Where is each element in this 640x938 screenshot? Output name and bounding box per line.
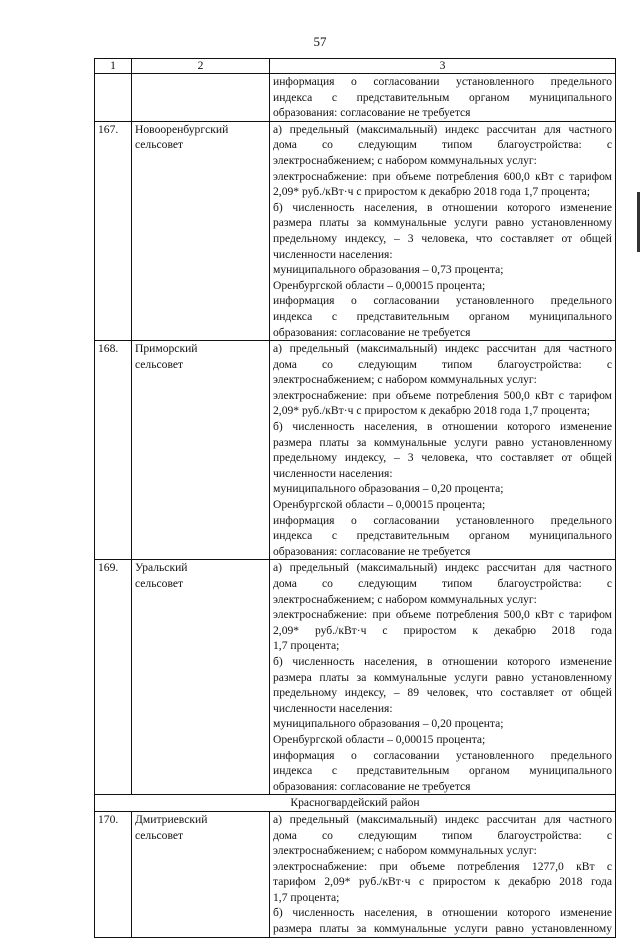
text-line: 1,7 процента; [273, 890, 340, 904]
name-line: Новооренбургский [135, 122, 229, 136]
text-line: электроснабжение: при объеме потребления 1277,0 кВт с [273, 859, 612, 873]
text-line: дома со следующим типом благоустройства: с [273, 577, 612, 590]
row-number: 169. [95, 560, 132, 795]
cont-num-cell [95, 74, 132, 122]
municipality-name [132, 341, 270, 560]
text-line: Оренбургской области – 0,00015 процента; [273, 498, 486, 512]
header-col-1: 1 [95, 59, 132, 74]
row-number: 170. [95, 811, 132, 937]
text-line: б) численность населения, в отношении которого изменение [273, 200, 612, 214]
text-line: численности населения: [273, 701, 393, 715]
municipality-name [132, 560, 270, 795]
text-line: муниципального образования – 0,20 процента; [273, 482, 504, 496]
text-line: Оренбургской области – 0,00015 процента; [273, 278, 486, 292]
continuation-row [95, 74, 616, 122]
description-cell [270, 811, 616, 937]
description-cell [270, 341, 616, 560]
table-row [95, 341, 616, 560]
name-line: сельсовет [135, 138, 184, 152]
text-line: муниципального образования – 0,20 процента; [273, 717, 504, 731]
text-line: электроснабжением; с набором коммунальных услуг: [273, 153, 537, 167]
text-line: численности населения: [273, 247, 393, 261]
text-line: б) численность населения, в отношении которого изменение [273, 906, 612, 920]
text-line: образования: согласование не требуется [273, 325, 471, 339]
name-line: сельсовет [135, 357, 184, 371]
page-number: 57 [313, 34, 327, 49]
text-line: 2,09* руб./кВт·ч с приростом к декабрю 2018 года 1,7 процента; [273, 404, 591, 418]
name-line: сельсовет [135, 828, 184, 842]
text-line: электроснабжением; с набором коммунальных услуг: [273, 592, 537, 606]
text-line: образования: согласование не требуется [273, 779, 471, 793]
cont-text-cell [270, 74, 616, 122]
text-line: размера платы за коммунальные услуги равно установленному [273, 670, 612, 684]
text-line: б) численность населения, в отношении которого изменение [273, 654, 612, 668]
text-line: численности населения: [273, 466, 393, 480]
text-line: дома со следующим типом благоустройства: с [273, 828, 612, 842]
text-line: а) предельный (максимальный) индекс рассчитан для частного [273, 561, 612, 575]
text-line: 2,09* руб./кВт·ч с приростом к декабрю 2018 года [273, 623, 612, 637]
table-row [95, 811, 616, 937]
text-line: информация о согласовании установленного предельного [273, 513, 612, 527]
text-line: информация о согласовании установленного предельного [273, 75, 612, 88]
region-row [95, 795, 616, 812]
text-line: индекса с представительным органом муниципального [273, 529, 612, 543]
text-line: 1,7 процента; [273, 639, 340, 653]
cont-name-cell [132, 74, 270, 122]
text-line: электроснабжение: при объеме потребления 600,0 кВт с тарифом [273, 169, 612, 183]
name-line: сельсовет [135, 577, 184, 590]
municipality-name [132, 121, 270, 340]
text-line: размера платы за коммунальные услуги равно установленному [273, 922, 612, 936]
text-line: образования: согласование не требуется [273, 106, 471, 120]
description-cell [270, 121, 616, 340]
description-cell [270, 560, 616, 795]
text-line: электроснабжением; с набором коммунальных услуг: [273, 373, 537, 387]
text-line: образования: согласование не требуется [273, 544, 471, 558]
header-row [95, 59, 616, 74]
text-line: муниципального образования – 0,73 процента; [273, 263, 504, 277]
text-line: индекса с представительным органом муниципального [273, 309, 612, 323]
text-line: размера платы за коммунальные услуги равно установленному [273, 216, 612, 230]
region-heading: Красногвардейский район [95, 795, 616, 812]
row-number: 167. [95, 121, 132, 340]
header-col-3: 3 [270, 59, 616, 74]
text-line: информация о согласовании установленного предельного [273, 748, 612, 762]
name-line: Приморский [135, 342, 198, 356]
text-line: размера платы за коммунальные услуги равно установленному [273, 435, 612, 449]
text-line: а) предельный (максимальный) индекс рассчитан для частного [273, 342, 612, 356]
text-line: электроснабжение: при объеме потребления 500,0 кВт с тарифом [273, 608, 612, 622]
text-line: а) предельный (максимальный) индекс рассчитан для частного [273, 122, 612, 136]
table-row [95, 560, 616, 795]
text-line: 2,09* руб./кВт·ч с приростом к декабрю 2018 года 1,7 процента; [273, 185, 591, 199]
name-line: Дмитриевский [135, 812, 208, 826]
text-line: Оренбургской области – 0,00015 процента; [273, 732, 486, 746]
table-row [95, 121, 616, 340]
text-line: информация о согласовании установленного предельного [273, 294, 612, 308]
text-line: предельному индексу, – 3 человека, что составляет от общей [273, 451, 612, 465]
row-number: 168. [95, 341, 132, 560]
header-col-2: 2 [132, 59, 270, 74]
text-line: индекса с представительным органом муниципального [273, 90, 612, 104]
municipality-name [132, 811, 270, 937]
text-line: индекса с представительным органом муниципального [273, 764, 612, 778]
tariff-table [94, 58, 616, 938]
text-line: б) численность населения, в отношении которого изменение [273, 420, 612, 434]
text-line: а) предельный (максимальный) индекс рассчитан для частного [273, 812, 612, 826]
text-line: дома со следующим типом благоустройства: с [273, 357, 612, 371]
text-line: электроснабжением; с набором коммунальных услуг: [273, 844, 537, 858]
name-line: Уральский [135, 561, 188, 575]
text-line: дома со следующим типом благоустройства: с [273, 138, 612, 152]
text-line: тарифом 2,09* руб./кВт·ч с приростом к декабрю 2018 года [273, 875, 612, 889]
text-line: предельному индексу, – 3 человека, что составляет от общей [273, 231, 612, 245]
text-line: предельному индексу, – 89 человек, что составляет от общей [273, 686, 612, 700]
text-line: электроснабжение: при объеме потребления 500,0 кВт с тарифом [273, 388, 612, 402]
